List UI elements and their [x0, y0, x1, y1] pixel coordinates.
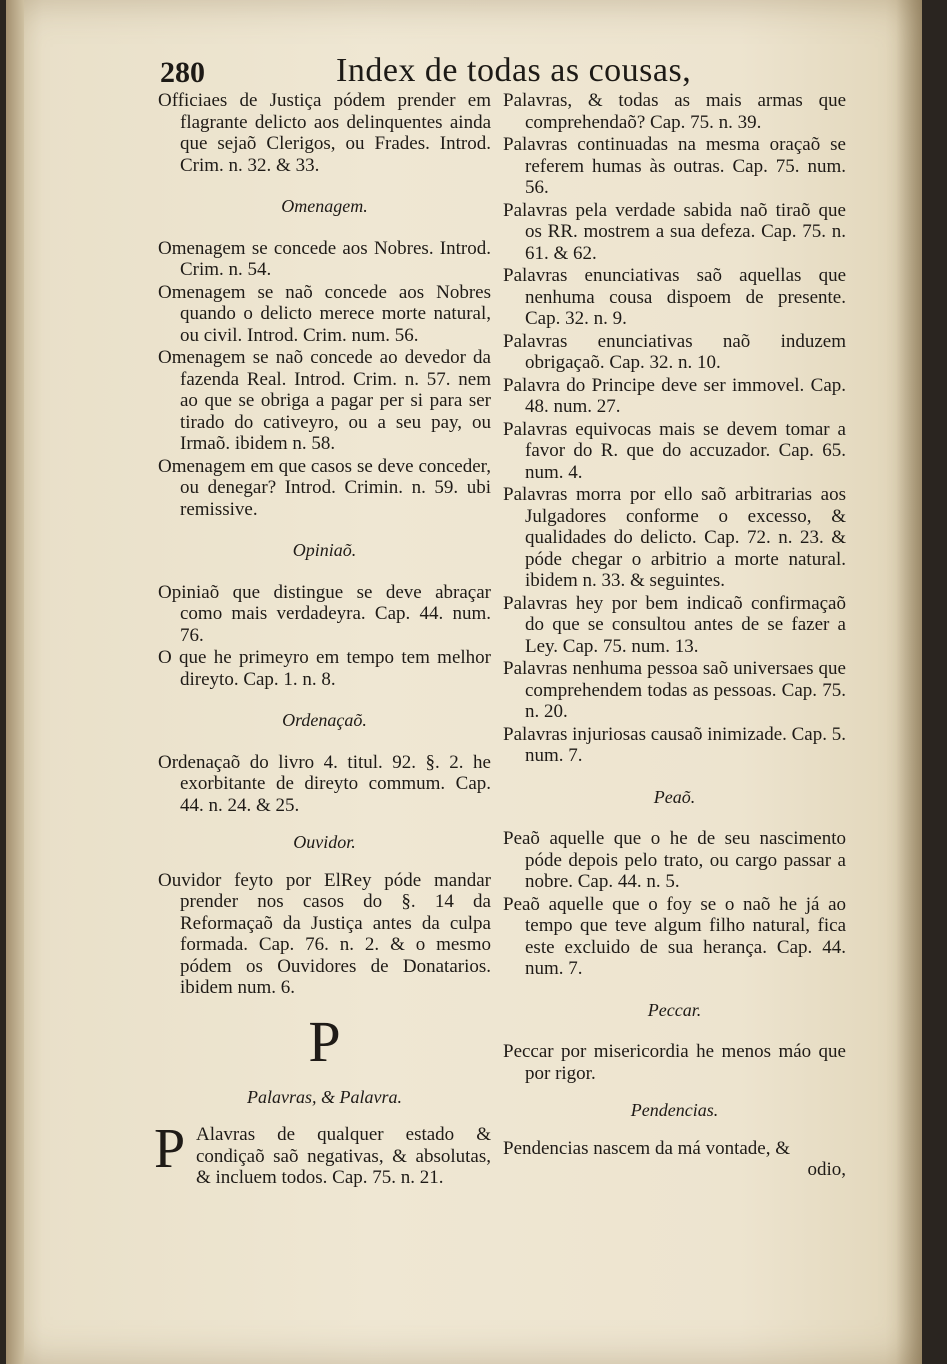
- catchword: odio,: [807, 1159, 846, 1180]
- index-entry: O que he primeyro em tempo tem melhor direyto. Cap. 1. n. 8.: [158, 647, 491, 690]
- index-entry-dropcap: [154, 1118, 491, 1189]
- index-entry: Pendencias nascem da má vontade, &: [503, 1137, 791, 1159]
- index-entry: Omenagem se naõ concede ao devedor da fazenda Real. Introd. Crim. n. 57. nem ao que se obriga a pagar per si para ser tirado do cativeyro, ou a seu pay, ou Irmaõ. ibidem n. 58.: [158, 347, 491, 454]
- index-entry: Ordenaçaõ do livro 4. titul. 92. §. 2. he exorbitante de direyto commum. Cap. 44. n. 24. & 25.: [158, 751, 491, 816]
- section-heading-peao: Peaõ.: [653, 786, 696, 807]
- index-entry: Palavras enunciativas naõ induzem obrigaçaõ. Cap. 32. n. 10.: [503, 330, 846, 373]
- index-entry: Peccar por misericordia he menos máo que por rigor.: [503, 1041, 846, 1084]
- drop-cap: P: [154, 1118, 186, 1180]
- section-heading-omenagem: Omenagem.: [281, 196, 368, 216]
- section-heading-ordenacao: Ordenaçaõ.: [282, 710, 367, 730]
- index-entry: Palavras enunciativas saõ aquellas que nenhuma cousa dispoem de presente. Cap. 32. n. 9.: [503, 265, 846, 329]
- page-gutter: [6, 0, 24, 1364]
- index-entry: Palavras pela verdade sabida naõ tiraõ que os RR. mostrem a sua defeza. Cap. 75. n. 61. & 62.: [503, 199, 846, 264]
- section-heading-ouvidor: Ouvidor.: [293, 832, 356, 852]
- alphabet-letter-heading: P: [308, 1008, 341, 1074]
- section-heading-palavras: Palavras, & Palavra.: [247, 1086, 402, 1107]
- page-edge-shadow: [896, 0, 922, 1364]
- index-entry: Opiniaõ que distingue se deve abraçar como mais verdadeyra. Cap. 44. num. 76.: [158, 581, 491, 646]
- dropcap-entry-text: Alavras de qualquer estado & condiçaõ saõ negativas, & absolutas, & incluem todos. Cap. 75. n. 21.: [196, 1124, 491, 1188]
- index-entry: Palavras continuadas na mesma oraçaõ se referem humas às outras. Cap. 75. num. 56.: [503, 134, 846, 198]
- index-entry: Palavras nenhuma pessoa saõ universaes que comprehendem todas as pessoas. Cap. 75. n. 20.: [503, 658, 846, 722]
- index-entry: Palavras morra por ello saõ arbitrarias aos Julgadores conforme o excesso, & qualidades do delicto. Cap. 72. n. 23. & póde chegar o arbitrio a morte natural. ibidem n. 33. & seguintes.: [503, 484, 846, 591]
- index-entry: Omenagem em que casos se deve conceder, ou denegar? Introd. Crimin. n. 59. ubi remissive.: [158, 455, 491, 520]
- index-entry: Omenagem se concede aos Nobres. Introd. Crim. n. 54.: [158, 237, 491, 280]
- index-entry: Palavras hey por bem indicaõ confirmaçaõ do que se consultou antes de se fazer a Ley. Cap. 75. num. 13.: [503, 592, 846, 657]
- index-entry: Omenagem se naõ concede aos Nobres quando o delicto merece morte natural, ou civil. Introd. Crim. num. 56.: [158, 281, 491, 346]
- index-entry: Palavras equivocas mais se devem tomar a favor do R. que do accuzador. Cap. 65. num. 4.: [503, 418, 846, 483]
- index-entry: Palavras, & todas as mais armas que comprehendaõ? Cap. 75. n. 39.: [503, 90, 846, 133]
- index-entry: Palavras injuriosas causaõ inimizade. Cap. 5. num. 7.: [503, 723, 846, 766]
- book-page: [6, 0, 922, 1364]
- index-entry: Peaõ aquelle que o he de seu nascimento póde depois pelo trato, ou cargo passar a nobre. Cap. 44. n. 5.: [503, 828, 846, 892]
- index-entry: Palavra do Principe deve ser immovel. Cap. 48. num. 27.: [503, 374, 846, 417]
- index-entry: Officiaes de Justiça pódem prender em flagrante delicto aos delinquentes ainda que sejaõ Clerigos, ou Frades. Introd. Crim. n. 32. & 33.: [158, 90, 491, 176]
- page-title: Index de todas as cousas,: [336, 52, 692, 89]
- right-column: [503, 90, 846, 1181]
- left-column: [154, 90, 491, 1208]
- index-entry: Peaõ aquelle que o foy se o naõ he já ao tempo que teve algum filho natural, fica este excluido de sua herança. Cap. 44. num. 7.: [503, 893, 846, 979]
- page-number: 280: [160, 56, 205, 89]
- section-heading-opiniao: Opiniaõ.: [292, 540, 357, 560]
- section-heading-peccar: Peccar.: [647, 999, 702, 1020]
- index-entry: Ouvidor feyto por ElRey póde mandar prender nos casos do §. 14 da Reformaçaõ da Justiça antes da culpa formada. Cap. 76. n. 2. & o mesmo pódem os Ouvidores de Donatarios. ibidem num. 6.: [158, 869, 491, 998]
- section-heading-pendencias: Pendencias.: [630, 1100, 719, 1120]
